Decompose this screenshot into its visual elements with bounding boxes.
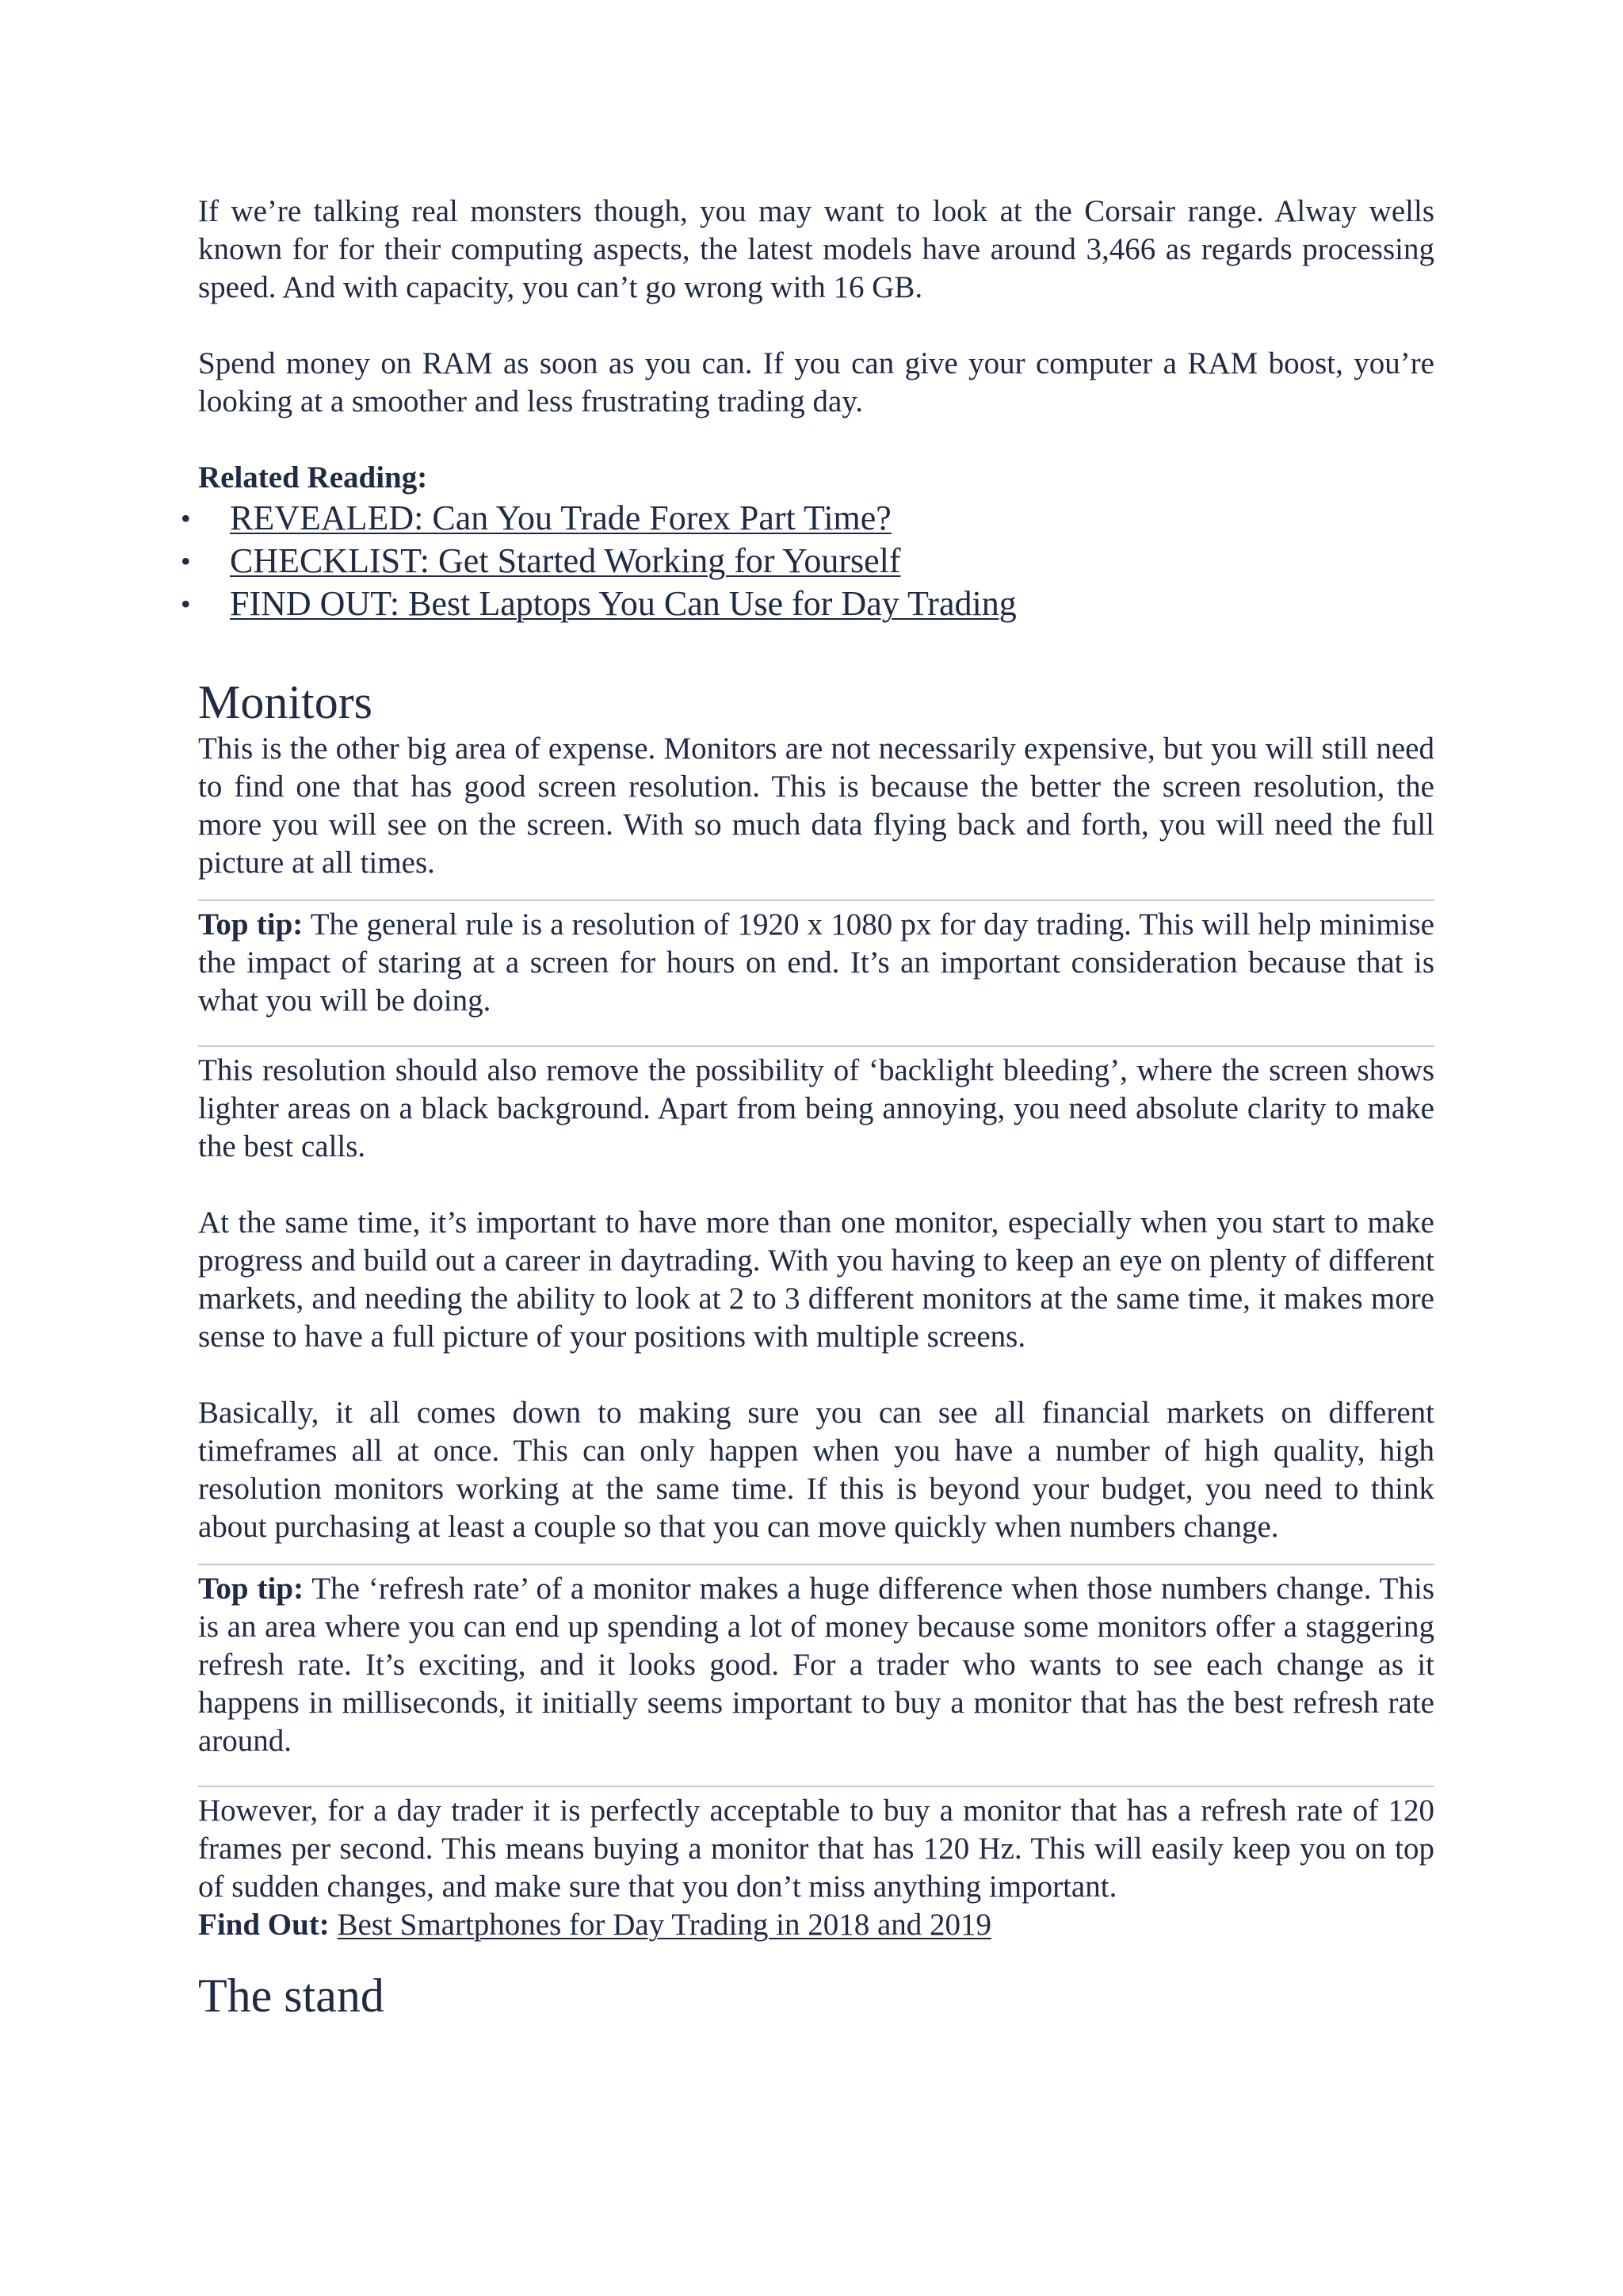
related-reading-list: [198, 497, 1434, 625]
related-reading-title: Related Reading:: [198, 460, 428, 495]
find-out-link-smartphones[interactable]: Best Smartphones for Day Trading in 2018 and 2019: [337, 1908, 992, 1942]
related-link-best-laptops[interactable]: FIND OUT: Best Laptops You Can Use for Day Trading: [230, 584, 1017, 623]
section-heading-stand: The stand: [198, 1969, 384, 2022]
intro-paragraph-ram: Spend money on RAM as soon as you can. If you can give your computer a RAM boost, you’re looking at a smoother and less frustrating trading day.: [198, 346, 1434, 418]
top-tip-label: Top tip:: [198, 1572, 304, 1606]
section-heading-monitors: Monitors: [198, 676, 373, 728]
refresh-rate-paragraph: However, for a day trader it is perfectly acceptable to buy a monitor that has a refresh rate of 120 frames per second. This means buying a monitor that has 120 Hz. This will easily keep you on top of sudden changes, and make sure that you don’t miss anything important.: [198, 1794, 1434, 1904]
related-reading-item: [198, 540, 1434, 583]
top-tip-label: Top tip:: [198, 907, 304, 942]
related-link-forex-part-time[interactable]: REVEALED: Can You Trade Forex Part Time?: [230, 499, 892, 537]
document-page: [198, 193, 1434, 2023]
all-markets-paragraph: Basically, it all comes down to making sure you can see all financial markets on different timeframes all at once. This can only happen when you have a number of high quality, high resolution monitors working at the same time. If this is beyond your budget, you need to think about purchasing at least a couple so that you can move quickly when numbers change.: [198, 1396, 1434, 1544]
related-link-working-for-yourself[interactable]: CHECKLIST: Get Started Working for Yourself: [230, 541, 901, 580]
related-reading-item: [198, 583, 1434, 625]
related-reading-item: [198, 497, 1434, 540]
top-tip-resolution: [198, 901, 1434, 1045]
backlight-paragraph: This resolution should also remove the possibility of ‘backlight bleeding’, where the screen shows lighter areas on a black background. Apart from being annoying, you need absolute clarity to make the best calls.: [198, 1053, 1434, 1163]
find-out-line: [198, 1906, 1434, 1944]
multiple-monitors-paragraph: At the same time, it’s important to have more than one monitor, especially when you start to make progress and build out a career in daytrading. With you having to keep an eye on plenty of different markets, and needing the ability to look at 2 to 3 different monitors at the same time, it makes more sense to have a full picture of your positions with multiple screens.: [198, 1205, 1434, 1354]
top-tip-text: The general rule is a resolution of 1920 x 1080 px for day trading. This will help minimise the impact of staring at a screen for hours on end. It’s an important consideration because that is what you will be doing.: [198, 907, 1434, 1018]
top-tip-refresh-rate: [198, 1565, 1434, 1786]
find-out-label: Find Out:: [198, 1908, 330, 1942]
monitors-intro-paragraph: This is the other big area of expense. Monitors are not necessarily expensive, but you will still need to find one that has good screen resolution. This is because the better the screen resolution, the more you will see on the screen. With so much data flying back and forth, you will need the full picture at all times.: [198, 732, 1434, 880]
intro-paragraph-corsair: If we’re talking real monsters though, you may want to look at the Corsair range. Alway wells known for for their computing aspects, the latest models have around 3,466 as regards processing speed. And with capacity, you can’t go wrong with 16 GB.: [198, 194, 1434, 304]
top-tip-text: The ‘refresh rate’ of a monitor makes a huge difference when those numbers change. This is an area where you can end up spending a lot of money because some monitors offer a staggering refresh rate. It’s exciting, and it looks good. For a trader who wants to see each change as it happens in milliseconds, it initially seems important to buy a monitor that has the best refresh rate around.: [198, 1572, 1434, 1758]
